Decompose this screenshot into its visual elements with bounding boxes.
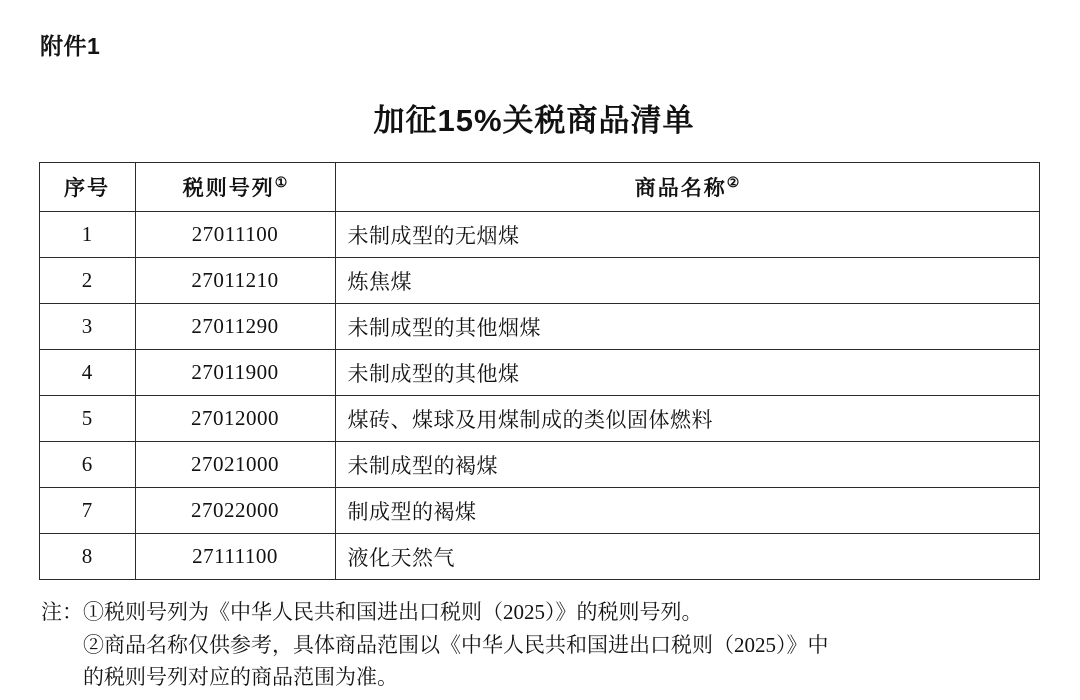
cell-name: 液化天然气	[335, 534, 1039, 580]
table-row	[39, 258, 1039, 304]
attachment-label: 附件1	[40, 33, 101, 59]
table-row	[39, 304, 1039, 350]
page-title: 加征15%关税商品清单	[373, 103, 695, 138]
footnote-1: ①税则号列为《中华人民共和国进出口税则（2025）》的税则号列。	[83, 600, 703, 624]
table-row	[39, 442, 1039, 488]
footnote-marker-2: ②	[726, 176, 740, 191]
column-header-name-text: 商品名称	[634, 176, 727, 200]
table-header	[39, 163, 1039, 212]
cell-code: 27012000	[135, 396, 335, 442]
footnote-label: 注：	[41, 600, 83, 624]
table-header-row	[39, 163, 1039, 212]
cell-code: 27011290	[135, 304, 335, 350]
table-row	[39, 396, 1039, 442]
cell-seq: 1	[39, 212, 135, 258]
cell-name: 煤砖、煤球及用煤制成的类似固体燃料	[335, 396, 1039, 442]
cell-seq: 4	[39, 350, 135, 396]
cell-name: 制成型的褐煤	[335, 488, 1039, 534]
footnote-block	[39, 596, 1039, 694]
table-row	[39, 350, 1039, 396]
cell-code: 27022000	[135, 488, 335, 534]
cell-name: 炼焦煤	[335, 258, 1039, 304]
cell-seq: 3	[39, 304, 135, 350]
table-row	[39, 534, 1039, 580]
cell-seq: 2	[39, 258, 135, 304]
column-header-seq-text: 序号	[64, 176, 110, 200]
footnote-2-line-1: ②商品名称仅供参考，具体商品范围以《中华人民共和国进出口税则（2025）》中	[83, 632, 829, 657]
cell-name: 未制成型的无烟煤	[335, 212, 1039, 258]
table-body	[39, 212, 1039, 580]
footnote-marker-1: ①	[274, 176, 288, 191]
footnote-body	[83, 596, 1039, 694]
cell-code: 27111100	[135, 534, 335, 580]
column-header-code-text: 税则号列	[182, 176, 275, 200]
cell-name: 未制成型的其他烟煤	[335, 304, 1039, 350]
table-row	[39, 212, 1039, 258]
cell-code: 27011210	[135, 258, 335, 304]
column-header-name	[335, 163, 1039, 212]
cell-code: 27021000	[135, 442, 335, 488]
tariff-table	[39, 162, 1040, 580]
footnotes	[39, 596, 1039, 694]
cell-seq: 8	[39, 534, 135, 580]
cell-name: 未制成型的褐煤	[335, 442, 1039, 488]
column-header-code	[135, 163, 335, 212]
cell-code: 27011900	[135, 350, 335, 396]
table-row	[39, 488, 1039, 534]
cell-seq: 5	[39, 396, 135, 442]
column-header-seq	[39, 163, 135, 212]
cell-seq: 6	[39, 442, 135, 488]
footnote-2-line-2: 的税则号列对应的商品范围为准。	[83, 665, 398, 690]
cell-code: 27011100	[135, 212, 335, 258]
cell-seq: 7	[39, 488, 135, 534]
cell-name: 未制成型的其他煤	[335, 350, 1039, 396]
